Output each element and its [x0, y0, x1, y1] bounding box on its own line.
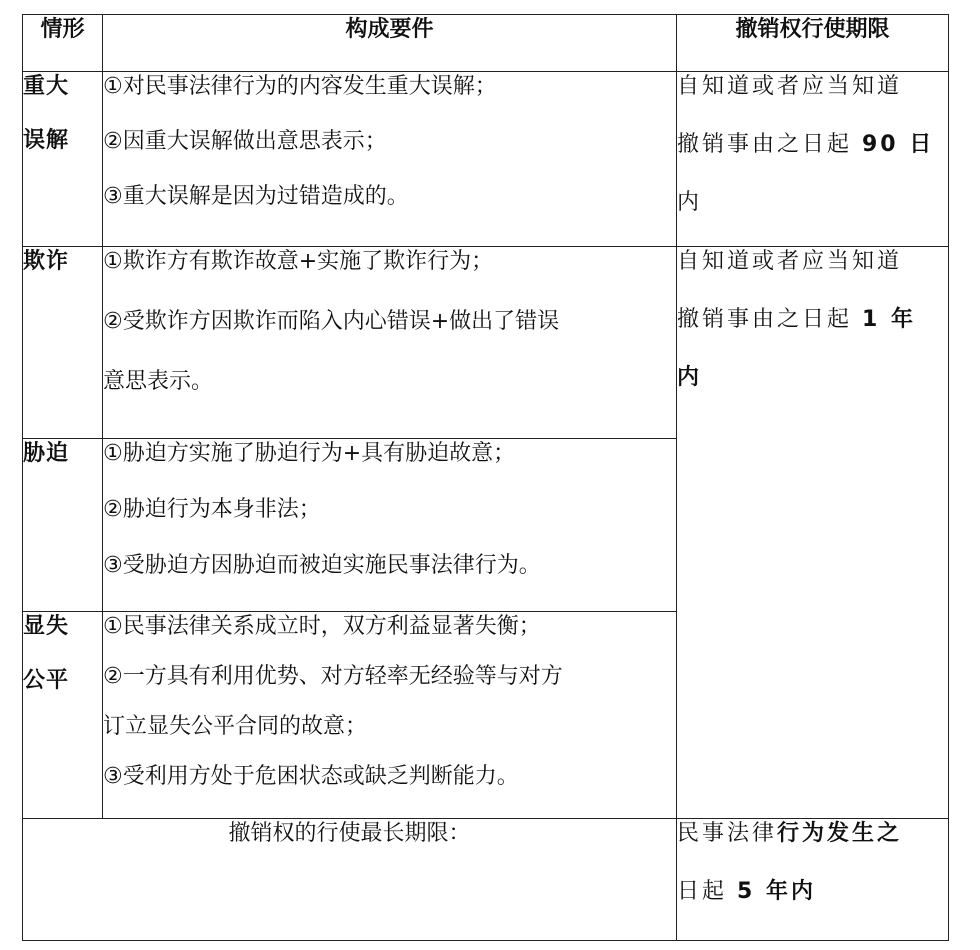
element-item: ①民事法律关系成立时，双方利益显著失衡；: [103, 614, 541, 639]
elements-cell: [103, 247, 677, 439]
header-row: [23, 15, 949, 72]
time-limit-value: 行为发生之: [777, 821, 903, 846]
situation-label: 公平: [23, 668, 70, 693]
situation-cell: [23, 612, 103, 819]
time-limit-cell: [677, 72, 949, 247]
table-row-major-misunderstanding: [23, 72, 949, 247]
situation-label: 重大: [23, 74, 70, 99]
element-item: ③重大误解是因为过错造成的。: [103, 184, 409, 209]
time-limit-value: 内: [677, 365, 703, 390]
element-item: ②因重大误解做出意思表示；: [103, 129, 387, 154]
header-time-limit: 撤销权行使期限: [677, 15, 949, 72]
time-limit-value: 1 年: [862, 307, 916, 332]
elements-cell: [103, 72, 677, 247]
element-item: ②一方具有利用优势、对方轻率无经验等与对方: [103, 664, 563, 689]
time-limit-text: 日起: [677, 879, 737, 904]
revocation-rights-table: [22, 14, 949, 941]
time-limit-text: 自知道或者应当知道: [677, 249, 903, 274]
summary-time-limit-cell: [677, 819, 949, 941]
shared-time-limit-cell: [677, 247, 949, 819]
situation-label: 胁迫: [23, 441, 70, 466]
situation-cell: [23, 439, 103, 612]
elements-cell: [103, 439, 677, 612]
element-item: 意思表示。: [103, 369, 214, 394]
time-limit-value: 5 年内: [737, 879, 816, 904]
element-item: ①胁迫方实施了胁迫行为+具有胁迫故意；: [103, 441, 516, 466]
header-situation: 情形: [23, 15, 103, 72]
situation-cell: [23, 247, 103, 439]
element-item: ①对民事法律行为的内容发生重大误解；: [103, 74, 497, 99]
time-limit-text: 撤销事由之日起: [677, 132, 862, 157]
situation-label: 误解: [23, 128, 70, 153]
time-limit-text: [677, 819, 948, 877]
time-limit-text: 自知道或者应当知道: [677, 74, 903, 99]
element-item: 订立显失公平合同的故意；: [103, 714, 368, 739]
element-item: ②胁迫行为本身非法；: [103, 497, 321, 522]
situation-label: 显失: [23, 614, 70, 639]
time-limit-text: [677, 305, 948, 363]
time-limit-text: 内: [677, 190, 703, 215]
time-limit-text: [677, 877, 948, 935]
header-elements: 构成要件: [103, 15, 677, 72]
time-limit-value: 90 日: [862, 132, 935, 157]
element-item: ①欺诈方有欺诈故意+实施了欺诈行为；: [103, 249, 494, 274]
element-item: ③受利用方处于危困状态或缺乏判断能力。: [103, 764, 519, 789]
situation-label: 欺诈: [23, 249, 70, 274]
summary-label: 撤销权的行使最长期限：: [23, 819, 677, 941]
situation-cell: [23, 72, 103, 247]
table-row-summary: [23, 819, 949, 941]
time-limit-text: [677, 363, 948, 421]
time-limit-text: [677, 130, 948, 188]
element-item: ②受欺诈方因欺诈而陷入内心错误+做出了错误: [103, 309, 560, 334]
table-row-fraud: [23, 247, 949, 439]
time-limit-text: 民事法律: [677, 821, 778, 846]
time-limit-text: 撤销事由之日起: [677, 307, 862, 332]
element-item: ③受胁迫方因胁迫而被迫实施民事法律行为。: [103, 553, 541, 578]
elements-cell: [103, 612, 677, 819]
